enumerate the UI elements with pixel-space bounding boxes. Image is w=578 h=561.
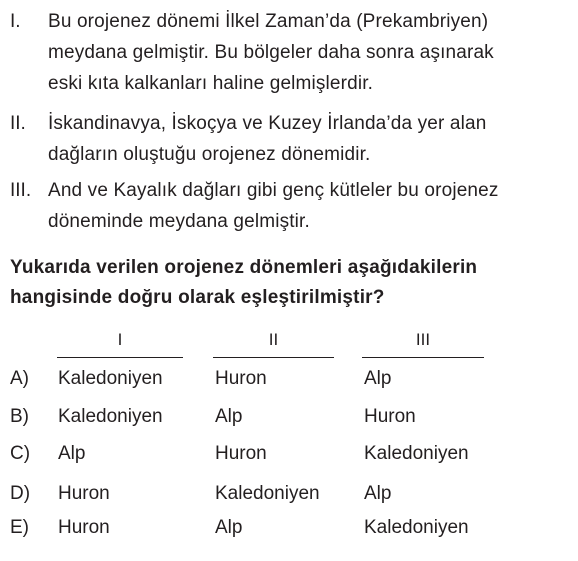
option-letter: C) <box>10 443 31 464</box>
column-header-1: I <box>117 330 123 349</box>
option-cell-2: Alp <box>215 406 243 427</box>
column-header-3: III <box>415 330 431 349</box>
option-letter: B) <box>10 406 29 427</box>
option-cell-1: Huron <box>58 517 110 538</box>
column-header-2: II <box>268 330 279 349</box>
column-underline-3 <box>362 357 484 358</box>
option-letter: D) <box>10 483 31 504</box>
option-letter: A) <box>10 368 29 389</box>
option-cell-1: Huron <box>58 483 110 504</box>
question-line: hangisinde doğru olarak eşleştirilmiştir? <box>10 287 385 308</box>
statement-1 <box>10 6 570 99</box>
statement-number: III. <box>10 180 32 201</box>
statement-line: dağların oluştuğu orojenez dönemidir. <box>48 144 371 165</box>
option-cell-3: Kaledoniyen <box>364 517 469 538</box>
option-letter: E) <box>10 517 29 538</box>
statement-line: İskandinavya, İskoçya ve Kuzey İrlanda’da yer alan <box>48 113 487 134</box>
question-stem <box>10 253 570 313</box>
option-cell-2: Alp <box>215 517 243 538</box>
option-cell-1: Alp <box>58 443 86 464</box>
statement-line: And ve Kayalık dağları gibi genç kütleler bu orojenez <box>48 180 499 201</box>
option-cell-3: Alp <box>364 368 392 389</box>
statement-2 <box>10 108 570 170</box>
option-d[interactable] <box>10 479 570 509</box>
statement-line: döneminde meydana gelmiştir. <box>48 211 310 232</box>
question-line: Yukarıda verilen orojenez dönemleri aşağıdakilerin <box>10 257 478 278</box>
option-cell-3: Huron <box>364 406 416 427</box>
statement-line: Bu orojenez dönemi İlkel Zaman’da (Prekambriyen) <box>48 11 489 32</box>
option-cell-3: Alp <box>364 483 392 504</box>
option-e[interactable] <box>10 513 570 543</box>
option-a[interactable] <box>10 364 570 394</box>
option-cell-2: Huron <box>215 368 267 389</box>
column-underline-2 <box>213 357 334 358</box>
option-cell-3: Kaledoniyen <box>364 443 469 464</box>
option-c[interactable] <box>10 439 570 469</box>
statement-number: I. <box>10 11 21 32</box>
option-b[interactable] <box>10 402 570 432</box>
statement-line: meydana gelmiştir. Bu bölgeler daha sonra aşınarak <box>48 42 494 63</box>
statement-number: II. <box>10 113 26 134</box>
statement-3 <box>10 175 570 237</box>
column-underline-1 <box>57 357 183 358</box>
option-cell-1: Kaledoniyen <box>58 406 163 427</box>
option-cell-2: Huron <box>215 443 267 464</box>
option-cell-1: Kaledoniyen <box>58 368 163 389</box>
option-cell-2: Kaledoniyen <box>215 483 320 504</box>
statement-line: eski kıta kalkanları haline gelmişlerdir. <box>48 73 374 94</box>
